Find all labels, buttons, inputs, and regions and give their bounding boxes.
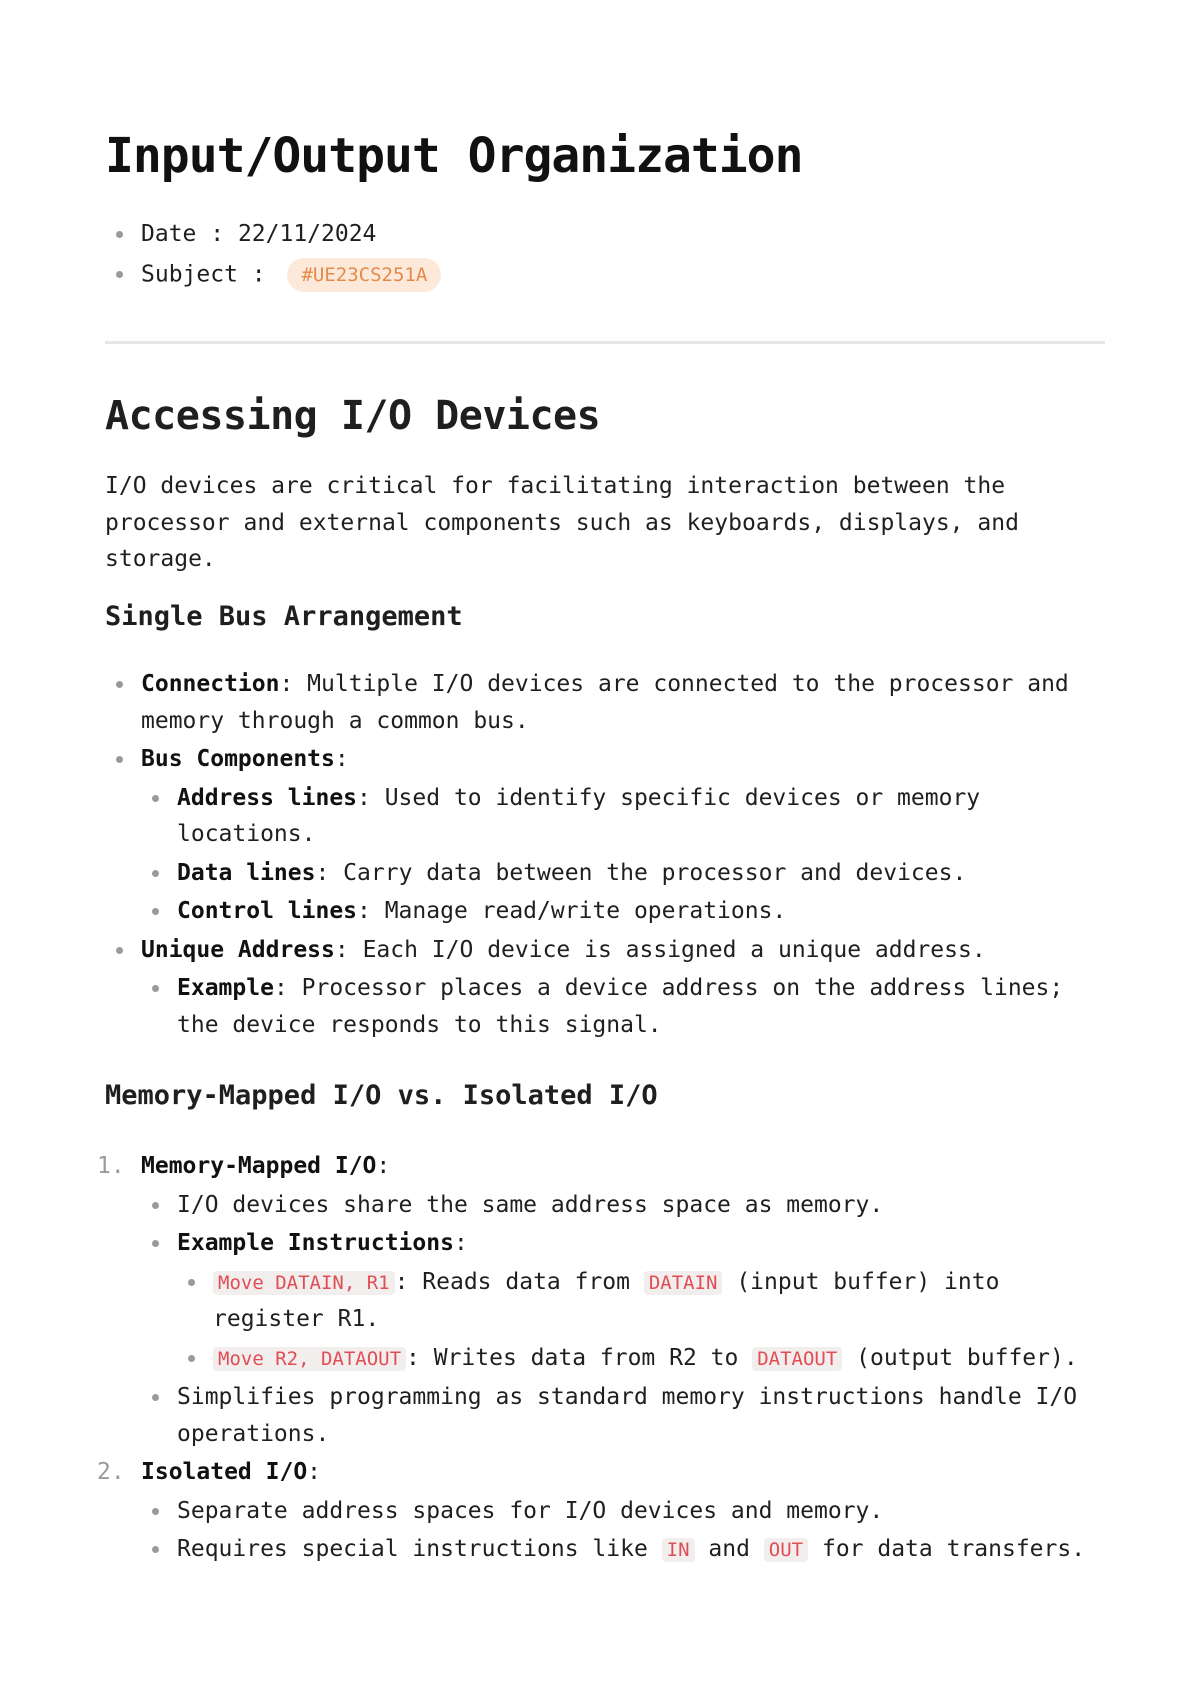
bullet-icon — [152, 1394, 159, 1401]
list-item — [105, 666, 1105, 739]
list-item — [105, 1531, 1105, 1569]
components-term: Bus Components — [141, 746, 335, 772]
bullet-icon — [116, 681, 123, 688]
date-value: 22/11/2024 — [237, 221, 377, 247]
ex2-text-tail: (output buffer). — [842, 1344, 1078, 1371]
components-text: : — [334, 746, 349, 772]
date-property — [105, 218, 441, 258]
example-term: Example — [177, 975, 274, 1001]
bullet-icon — [152, 1240, 159, 1247]
item-number: 1. — [97, 1153, 125, 1179]
list-item — [105, 780, 1105, 853]
colon: : — [376, 1153, 391, 1179]
metadata-list — [105, 218, 441, 298]
bullet-icon — [116, 231, 123, 238]
list-item — [105, 1493, 1105, 1530]
bullet-icon — [188, 1355, 195, 1362]
address-term: Address lines — [177, 784, 358, 811]
address-text: : Used to identify specific devices or memory locations. — [177, 784, 981, 847]
ex2-text: : Writes data from R2 to — [406, 1344, 753, 1371]
simplifies-text: Simplifies programming as standard memory instructions handle I/O operations. — [177, 1384, 1078, 1447]
list-item — [105, 1340, 1105, 1378]
colon: : — [307, 1459, 322, 1485]
mmio-term: Memory-Mapped I/O — [141, 1153, 377, 1179]
unique-text: : Each I/O device is assigned a unique address. — [334, 936, 986, 963]
subject-property — [105, 258, 441, 298]
bullet-icon — [152, 908, 159, 915]
data-text: : Carry data between the processor and devices. — [315, 859, 967, 886]
example-text: : Processor places a device address on the address lines; the device responds to this signal. — [177, 975, 1064, 1038]
bullet-icon — [152, 1546, 159, 1553]
subject-label: Subject : — [141, 261, 280, 288]
inline-code: Move DATAIN, R1 — [213, 1271, 395, 1295]
bullet-icon — [116, 756, 123, 763]
list-item — [105, 855, 1105, 892]
list-item — [105, 893, 1105, 930]
numbered-item — [97, 1454, 1105, 1491]
control-text: : Manage read/write operations. — [357, 898, 787, 924]
list-item — [105, 1379, 1105, 1452]
bullet-icon — [152, 985, 159, 992]
intro-paragraph: I/O devices are critical for facilitating interaction between the processor and external components such as keyboards, displays, and storage. — [105, 473, 1019, 572]
mmio-heading: Memory-Mapped I/O vs. Isolated I/O — [105, 1080, 658, 1111]
subject-tag[interactable]: #UE23CS251A — [287, 258, 441, 292]
date-label: Date : — [141, 221, 238, 247]
special-text-and: and — [694, 1536, 764, 1562]
ex1-text: : Reads data from — [394, 1268, 644, 1295]
bullet-icon — [152, 1202, 159, 1209]
item-number: 2. — [97, 1459, 125, 1485]
section-heading: Accessing I/O Devices — [105, 393, 601, 439]
single-bus-heading: Single Bus Arrangement — [105, 601, 463, 632]
page-title: Input/Output Organization — [105, 128, 803, 184]
list-item — [105, 1264, 1105, 1338]
single-bus-list — [105, 666, 1105, 1045]
bullet-icon — [152, 870, 159, 877]
inline-code: DATAIN — [644, 1271, 723, 1295]
inline-code: IN — [662, 1538, 695, 1562]
share-text: I/O devices share the same address space as memory. — [177, 1191, 884, 1218]
list-item — [105, 741, 1105, 778]
bullet-icon — [116, 947, 123, 954]
special-text-tail: for data transfers. — [808, 1536, 1086, 1562]
list-item — [105, 1225, 1105, 1262]
inline-code: DATAOUT — [752, 1347, 842, 1371]
inline-code: OUT — [764, 1538, 808, 1562]
bullet-icon — [152, 795, 159, 802]
connection-text: : Multiple I/O devices are connected to the processor and memory through a common bus. — [141, 671, 1069, 734]
special-text: Requires special instructions like — [177, 1536, 662, 1562]
mmio-list — [97, 1148, 1105, 1571]
list-item — [105, 932, 1105, 969]
list-item — [105, 970, 1105, 1043]
connection-term: Connection — [141, 671, 280, 697]
list-item — [105, 1187, 1105, 1224]
bullet-icon — [116, 271, 123, 278]
divider — [105, 341, 1105, 344]
unique-term: Unique Address — [141, 936, 335, 963]
control-term: Control lines — [177, 898, 358, 924]
bullet-icon — [152, 1508, 159, 1515]
numbered-item — [97, 1148, 1105, 1185]
colon: : — [453, 1230, 468, 1256]
data-term: Data lines — [177, 859, 316, 886]
inline-code: Move R2, DATAOUT — [213, 1347, 406, 1371]
bullet-icon — [188, 1279, 195, 1286]
examples-term: Example Instructions — [177, 1230, 454, 1256]
isolated-term: Isolated I/O — [141, 1459, 308, 1485]
separate-text: Separate address spaces for I/O devices and memory. — [177, 1497, 884, 1524]
ex1-text-tail: (input buffer) into register R1. — [213, 1268, 1000, 1332]
